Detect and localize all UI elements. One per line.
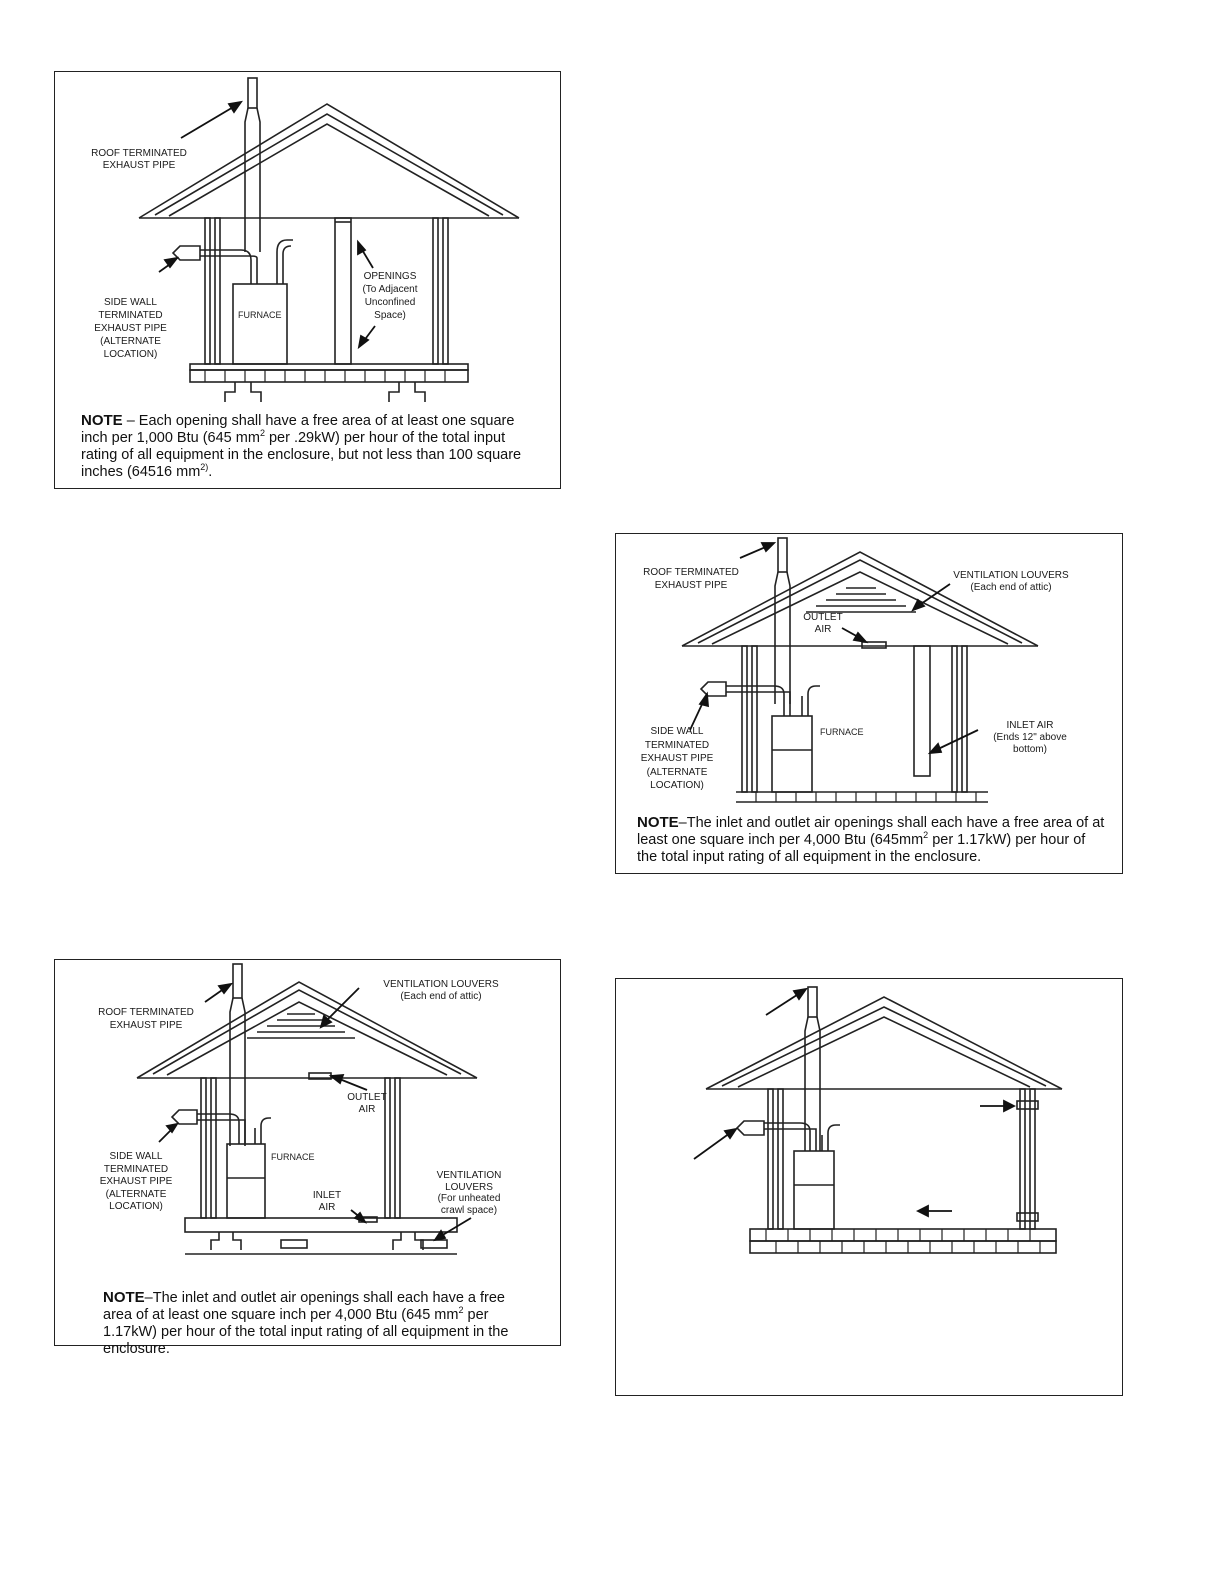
- fig2-note-head: NOTE: [637, 814, 679, 831]
- fig2-outlet-label: OUTLET AIR: [803, 612, 843, 635]
- fig2-note: NOTE–The inlet and outlet air openings shall each have a free area of at least one square inch per 4,000 Btu ($645mm^2$ per 1.17kW) per hour of the total input rating of all equipment in the enclosure.: [637, 814, 1105, 865]
- fig3-outlet-label: OUTLET AIR: [347, 1092, 387, 1115]
- fig1-note-head: NOTE: [81, 412, 123, 429]
- figure-outside-air-from-attic: [615, 533, 1123, 874]
- fig2-louvers-label: VENTILATION LOUVERS (Each end of attic): [953, 570, 1069, 593]
- fig3-louvers-label: VENTILATION LOUVERS (Each end of attic): [383, 979, 499, 1002]
- fig3-furnace-label: FURNACE: [271, 1152, 315, 1162]
- fig2-furnace-label: FURNACE: [820, 727, 864, 737]
- figure-outside-air-attic-and-crawl-space: [54, 959, 561, 1357]
- figure-outside-air-crawl-space: [615, 978, 1123, 1396]
- fig2-side-label: SIDE WALL TERMINATED EXHAUST PIPE (ALTERNATE LOCATION): [640, 726, 714, 791]
- fig1-openings-label: OPENINGS (To Adjacent Unconfined Space): [362, 271, 418, 321]
- fig3-inlet-label: INLET AIR: [312, 1190, 342, 1213]
- fig3-crawl-label: VENTILATION LOUVERS (For unheated crawl space): [436, 1170, 502, 1216]
- fig2-roof-label: ROOF TERMINATED EXHAUST PIPE: [643, 567, 739, 591]
- fig2-inlet-label: INLET AIR (Ends 12" above bottom): [993, 720, 1067, 755]
- figure-equipment-in-confined-space-openings: [54, 71, 561, 489]
- diagram-4: [616, 979, 1124, 1397]
- fig3-note-head: NOTE: [103, 1289, 145, 1306]
- fig3-side-label: SIDE WALL TERMINATED EXHAUST PIPE (ALTERNATE LOCATION): [99, 1151, 173, 1212]
- fig1-roof-label: ROOF TERMINATED EXHAUST PIPE: [91, 148, 187, 171]
- fig3-roof-label: ROOF TERMINATED EXHAUST PIPE: [98, 1007, 194, 1031]
- fig1-note: NOTE – Each opening shall have a free area of at least one square inch per 1,000 Btu (645 $mm^2$ per .29kW) per hour of the total input rating of all equipment in the enclosure, but not less than 100 square inches (64516 $mm^{2)}$.: [81, 412, 522, 480]
- fig1-furnace-label: FURNACE: [238, 310, 282, 320]
- fig3-note: NOTE–The inlet and outlet air openings shall each have a free area of at least one square inch per 4,000 Btu (645 $mm^2$ per 1.17kW) per hour of the total input rating of all equipment in the enclosure.: [103, 1289, 509, 1357]
- fig1-side-label: SIDE WALL TERMINATED EXHAUST PIPE (ALTERNATE LOCATION): [94, 297, 167, 360]
